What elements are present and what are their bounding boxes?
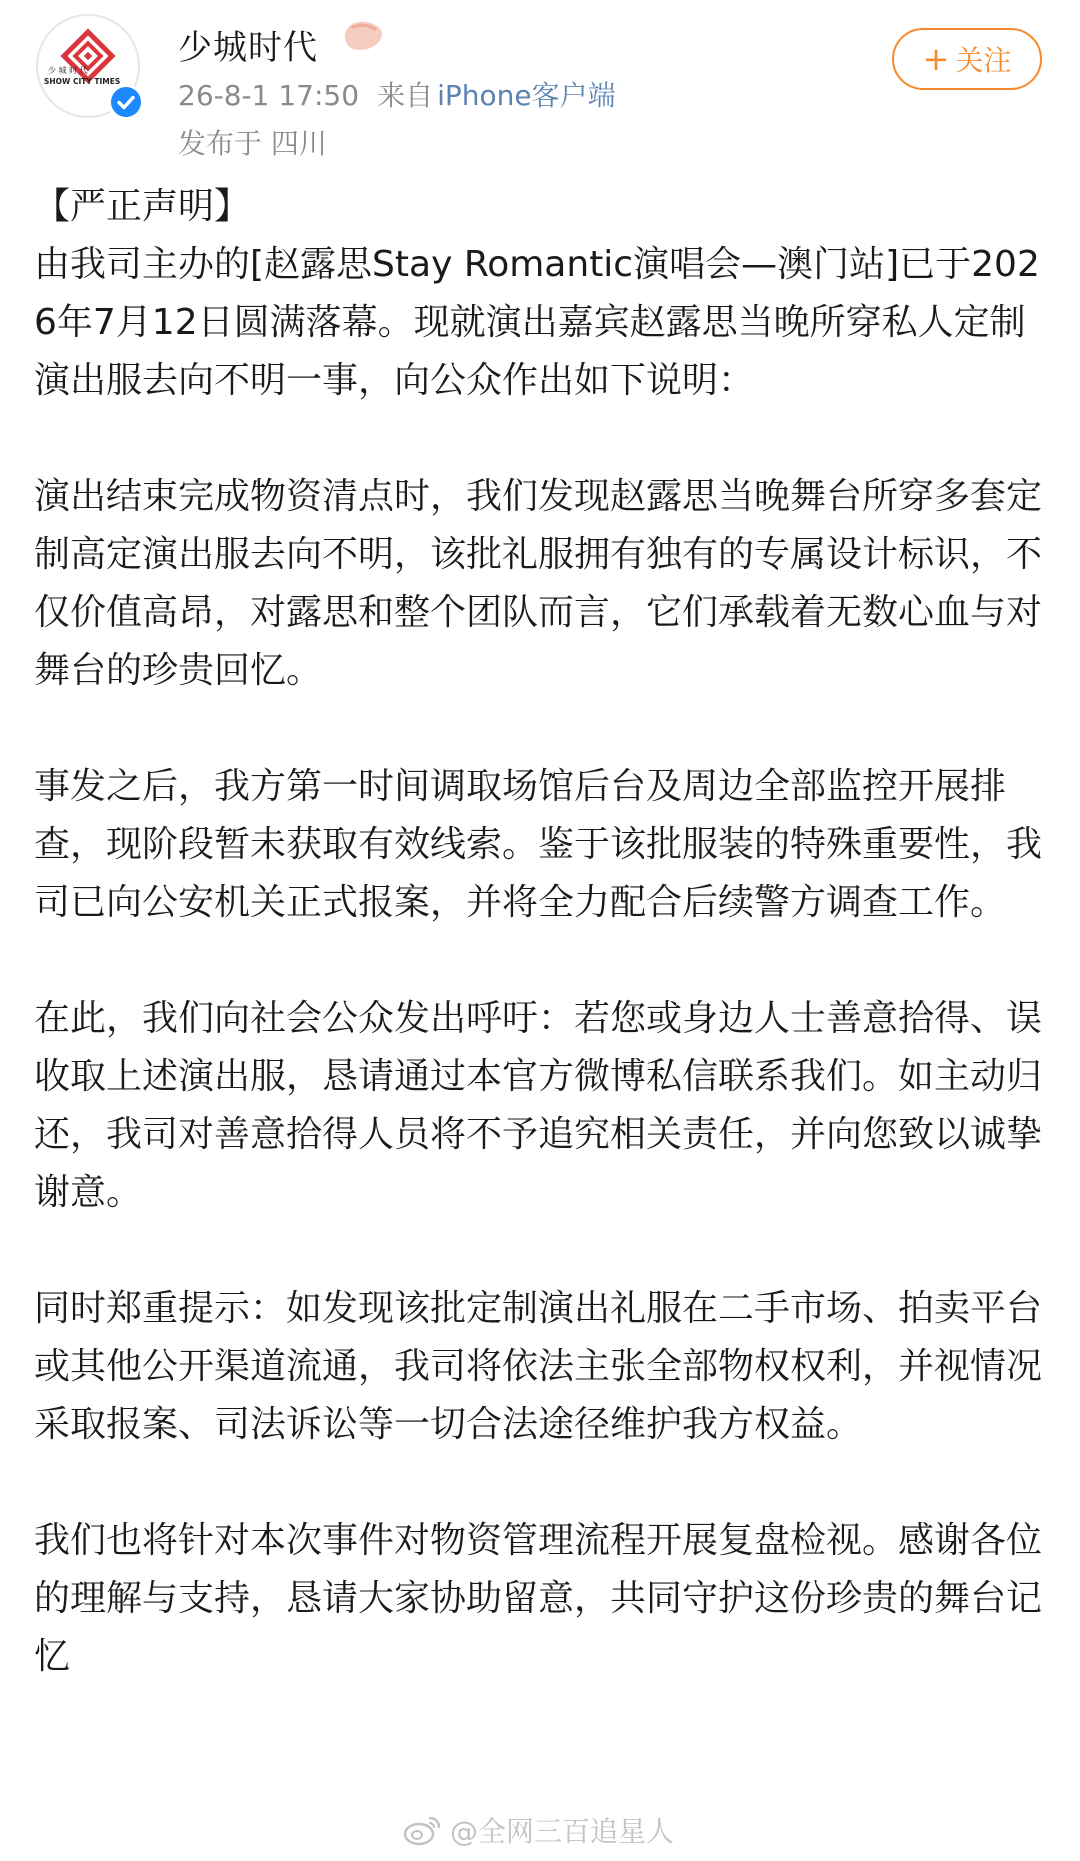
post-source-device[interactable]: iPhone客户端 [437, 79, 616, 112]
follow-button-label: 关注 [955, 44, 1012, 77]
post-meta [178, 74, 616, 114]
follow-button[interactable] [892, 28, 1042, 90]
post-body [34, 178, 1054, 1686]
post-time: 26-8-1 17:50 [178, 79, 360, 112]
post-paragraph: 演出结束完成物资清点时，我们发现赵露思当晚舞台所穿多套定制高定演出服去向不明，该批礼服拥有独有的专属设计标识，不仅价值高昂，对露思和整个团队而言，它们承载着无数心血与对舞台的珍贵回忆。 [34, 476, 1043, 691]
post-paragraph: 事发之后，我方第一时间调取场馆后台及周边全部监控开展排查，现阶段暂未获取有效线索。鉴于该批服装的特殊重要性，我司已向公安机关正式报案，并将全力配合后续警方调查工作。 [34, 766, 1043, 923]
logo-cn-text: 少 城 时 代 [48, 66, 88, 75]
watermark [402, 1808, 674, 1852]
post-location: 发布于 四川 [178, 127, 327, 160]
logo-en-text: SHOW CITY TIMES [44, 77, 121, 86]
post-source-label: 来自 [377, 79, 434, 112]
post-paragraph: 在此，我们向社会公众发出呼吁：若您或身边人士善意拾得、误收取上述演出服，恳请通过本官方微博私信联系我们。如主动归还，我司对善意拾得人员将不予追究相关责任，并向您致以诚挚谢意。 [34, 998, 1043, 1213]
post-paragraph: 同时郑重提示：如发现该批定制演出礼服在二手市场、拍卖平台或其他公开渠道流通，我司将依法主张全部物权权利，并视情况采取报案、司法诉讼等一切合法途径维护我方权益。 [34, 1288, 1043, 1445]
post-title: 【严正声明】 [34, 186, 251, 227]
post-paragraph: 我们也将针对本次事件对物资管理流程开展复盘检视。感谢各位的理解与支持，恳请大家协助留意，共同守护这份珍贵的舞台记忆 [34, 1520, 1043, 1677]
watermark-text: @全网三百追星人 [450, 1815, 675, 1848]
plus-icon: + [922, 40, 950, 78]
verified-badge-icon [108, 84, 144, 120]
weibo-icon [402, 1814, 442, 1846]
post-header [0, 0, 1080, 170]
account-name[interactable]: 少城时代 [178, 28, 318, 68]
hand-emoji-icon [338, 12, 388, 58]
post-paragraph: 由我司主办的[赵露思Stay Romantic演唱会—澳门站]已于2026年7月12日圆满落幕。现就演出嘉宾赵露思当晚所穿私人定制演出服去向不明一事，向公众作出如下说明： [34, 244, 1040, 401]
